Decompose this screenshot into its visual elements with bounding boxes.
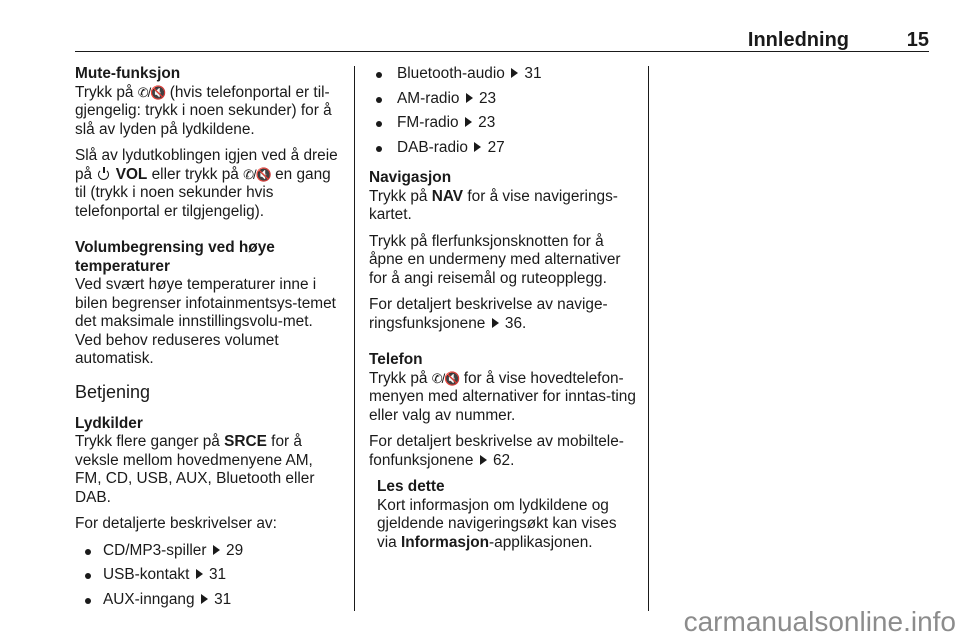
xref-arrow-icon [511, 68, 518, 78]
source-list-left [75, 542, 343, 610]
left-column [75, 65, 343, 615]
header-rule [75, 51, 929, 52]
mute-paragraph-2: Slå av lydutkoblingen igjen ved å dreie på VOL eller trykk på ✆/🔇 en gang til (trykk i noen sekunder hvis telefonportal er tilgjengelig). [75, 147, 338, 220]
xref-arrow-icon [465, 117, 472, 127]
xref-arrow-icon [492, 318, 499, 328]
telephone-paragraph-1: Trykk på ✆/🔇 for å vise hovedtelefon-menyen med alternativer for inntas-ting eller valg av nummer. [369, 369, 636, 424]
xref-arrow-icon [201, 594, 208, 604]
xref-arrow-icon [213, 545, 220, 555]
phone-mute-icon: ✆/🔇 [431, 370, 460, 386]
note-paragraph: Kort informasjon om lydkildene og gjeldende navigeringsøkt kan vises via Informasjon-applikasjonen. [377, 496, 617, 551]
volume-heading: Volumbegrensing ved høye temperaturer [75, 239, 275, 275]
mute-heading: Mute-funksjon [75, 65, 181, 82]
list-item: AUX-inngang 31 [75, 591, 343, 610]
note-box [369, 478, 637, 552]
navigation-heading: Navigasjon [369, 169, 452, 186]
volume-paragraph: Ved svært høye temperaturer inne i bilen begrenser infotainmentsys-temet det maksimale innstillingsvolu-met. Ved behov reduseres volumet automatisk. [75, 276, 336, 367]
xref-arrow-icon [196, 569, 203, 579]
page-title: Innledning [747, 29, 849, 51]
column-divider-2 [648, 66, 649, 611]
xref-arrow-icon [480, 455, 487, 465]
navigation-paragraph-3: For detaljert beskrivelse av navige-ringsfunksjonene 36. [369, 296, 608, 332]
note-heading: Les dette [377, 478, 445, 495]
page-header [75, 28, 929, 52]
source-list-mid [369, 65, 637, 157]
telephone-heading: Telefon [369, 351, 423, 368]
list-item: USB-kontakt 31 [75, 566, 343, 585]
list-item: FM-radio 23 [369, 114, 637, 133]
list-item: AM-radio 23 [369, 90, 637, 109]
list-item: CD/MP3-spiller 29 [75, 542, 343, 561]
details-paragraph: For detaljerte beskrivelser av: [75, 515, 277, 532]
watermark: carmanualsonline.info [683, 606, 956, 637]
list-item: DAB-radio 27 [369, 139, 637, 158]
navigation-paragraph-1: Trykk på NAV for å vise navigerings-kartet. [369, 187, 618, 223]
middle-column [369, 65, 637, 560]
navigation-paragraph-2: Trykk på flerfunksjonsknotten for å åpne en undermeny med alternativer for å angi reisemål og ruteopplegg. [369, 232, 621, 287]
lydkilder-paragraph: Trykk flere ganger på SRCE for å veksle mellom hovedmenyene AM, FM, CD, USB, AUX, Bluetooth eller DAB. [75, 433, 315, 506]
lydkilder-heading: Lydkilder [75, 414, 143, 432]
xref-arrow-icon [474, 142, 481, 152]
phone-mute-icon: ✆/🔇 [137, 84, 166, 100]
list-item: Bluetooth-audio 31 [369, 65, 637, 84]
section-betjening: Betjening [75, 381, 151, 402]
page-number: 15 [906, 29, 929, 51]
mute-paragraph-1: Trykk på ✆/🔇 (hvis telefonportal er til-gjengelig: trykk i noen sekunder) for å slå av lyden på lydkildene. [75, 83, 332, 138]
column-divider-1 [354, 66, 355, 611]
power-icon [98, 169, 109, 180]
telephone-paragraph-2: For detaljert beskrivelse av mobiltele-fonfunksjonene 62. [369, 433, 624, 469]
xref-arrow-icon [466, 93, 473, 103]
phone-mute-icon: ✆/🔇 [243, 166, 271, 182]
